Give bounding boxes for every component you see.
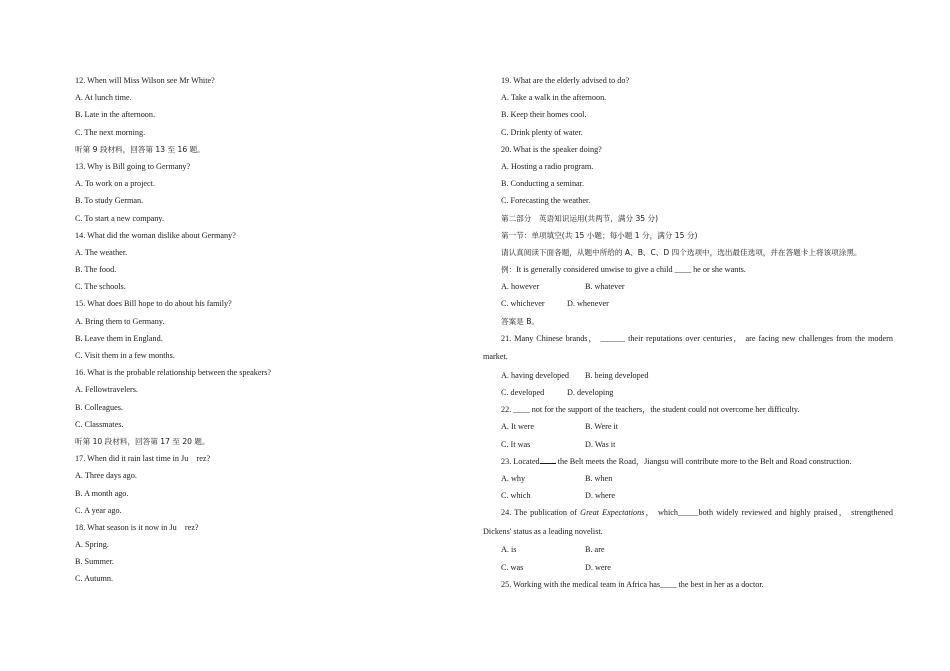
question-24-end: ， which_____both widely reviewed and highly praised， strengthened Dickens' status as a leading novelist. — [483, 508, 894, 536]
option-18b: B. Summer. — [75, 557, 114, 567]
question-23 — [483, 453, 893, 470]
book-title: Great Expectations — [580, 508, 645, 518]
option-17a: A. Three days ago. — [75, 471, 137, 481]
option-20b: B. Conducting a seminar. — [501, 179, 585, 189]
question-18: 18. What season is it now in Ju rez? — [75, 522, 199, 532]
option-19b: B. Keep their homes cool. — [501, 110, 587, 120]
options-22-row-1 — [483, 418, 893, 435]
example-question: It is generally considered unwise to give a child ____ he or she wants. — [516, 265, 746, 275]
instruction-text: 请认真阅读下面各题，从题中所给的 A、B、C、D 四个选项中，选出最佳选项，并在答题卡上将该项涂黑。 — [501, 247, 862, 257]
option-24b: B. are — [585, 545, 605, 555]
section-1-heading: 第一节：单项填空(共 15 小题；每小题 1 分，满分 15 分) — [501, 230, 698, 240]
question-16: 16. What is the probable relationship between the speakers? — [75, 368, 272, 378]
option-12a: A. At lunch time. — [75, 93, 132, 103]
question-20: 20. What is the speaker doing? — [501, 144, 602, 154]
option-22c: C. It was — [501, 439, 531, 449]
options-24-row-1 — [483, 541, 893, 558]
option-14a: A. The weather. — [75, 247, 128, 257]
option-22d: D. Was it — [585, 439, 616, 449]
question-13: 13. Why is Bill going to Germany? — [75, 161, 191, 171]
options-22-row-2 — [483, 436, 893, 453]
options-23-row-2 — [483, 487, 893, 504]
option-13b: B. To study German. — [75, 196, 144, 206]
question-22: 22. ____ not for the support of the teachers，the student could not overcome her difficulty. — [501, 405, 800, 415]
question-14: 14. What did the woman dislike about Germany? — [75, 230, 236, 240]
part-2-heading: 第二部分 英语知识运用(共两节，满分 35 分) — [501, 213, 659, 223]
option-23a: A. why — [501, 473, 526, 483]
example-option-b: B. whatever — [585, 282, 625, 292]
section-10-instruction: 听第 10 段材料，回答第 17 至 20 题。 — [75, 436, 210, 446]
option-23b: B. when — [585, 473, 613, 483]
question-21: 21. Many Chinese brands， ______ their reputations over centuries， are facing new challenges from the modern market. — [483, 333, 893, 362]
options-24-row-2 — [483, 559, 893, 576]
option-19a: A. Take a walk in the afternoon. — [501, 93, 607, 103]
option-13a: A. To work on a project. — [75, 179, 155, 189]
option-22a: A. It were — [501, 422, 534, 432]
option-13c: C. To start a new company. — [75, 213, 165, 223]
option-15a: A. Bring them to Germany. — [75, 316, 165, 326]
option-16a: A. Fellowtravelers. — [75, 385, 138, 395]
option-19c: C. Drink plenty of water. — [501, 127, 583, 137]
answer-blank — [540, 457, 556, 464]
option-15c: C. Visit them in a few months. — [75, 351, 175, 360]
right-column — [483, 72, 893, 593]
option-16b: B. Colleagues. — [75, 402, 123, 412]
option-24d: D. were — [585, 562, 611, 572]
options-21-row-2 — [483, 384, 893, 401]
option-16c: C. Classmates. — [75, 419, 124, 429]
question-24 — [483, 504, 893, 541]
option-23c: C. which — [501, 491, 531, 501]
option-23d: D. where — [585, 491, 616, 501]
option-20a: A. Hosting a radio program. — [501, 161, 594, 171]
question-15: 15. What does Bill hope to do about his family? — [75, 299, 232, 309]
example-options-row-2 — [483, 295, 893, 312]
option-14b: B. The food. — [75, 265, 117, 275]
section-9-instruction: 听第 9 段材料，回答第 13 至 16 题。 — [75, 144, 205, 154]
question-24-start: 24. The publication of — [501, 508, 581, 518]
left-column — [75, 72, 455, 588]
example-answer: 答案是 B。 — [501, 316, 539, 326]
question-23-start: 23. Located — [501, 456, 540, 466]
example-line — [483, 261, 893, 278]
option-24c: C. was — [501, 562, 524, 572]
option-22b: B. Were it — [585, 422, 619, 432]
option-21c: C. developed — [501, 388, 545, 397]
example-option-d: D. whenever — [567, 299, 609, 309]
option-21b: B. being developed — [585, 370, 649, 380]
example-option-c: C. whichever — [501, 299, 545, 309]
options-21-row-1 — [483, 367, 893, 384]
option-21a: A. having developed — [501, 370, 569, 380]
options-23-row-1 — [483, 470, 893, 487]
question-19: 19. What are the elderly advised to do? — [501, 76, 630, 85]
option-21d: D. developing — [567, 388, 614, 397]
option-17c: C. A year ago. — [75, 505, 122, 515]
question-12: 12. When will Miss Wilson see Mr White? — [75, 76, 215, 85]
option-14c: C. The schools. — [75, 282, 126, 292]
option-24a: A. is — [501, 545, 517, 555]
question-17: 17. When did it rain last time in Ju rez? — [75, 454, 211, 464]
example-options-row-1 — [483, 278, 893, 295]
example-option-a: A. however — [501, 282, 540, 292]
option-12c: C. The next morning. — [75, 127, 146, 137]
option-17b: B. A month ago. — [75, 488, 129, 498]
option-18c: C. Autumn. — [75, 574, 113, 584]
question-25: 25. Working with the medical team in Africa has____ the best in her as a doctor. — [501, 579, 764, 589]
option-15b: B. Leave them in England. — [75, 333, 163, 343]
example-prefix: 例： — [501, 265, 517, 275]
option-12b: B. Late in the afternoon. — [75, 110, 156, 120]
option-18a: A. Spring. — [75, 540, 109, 550]
option-20c: C. Forecasting the weather. — [501, 196, 591, 206]
question-23-end: the Belt meets the Road，Jiangsu will contribute more to the Belt and Road construction. — [555, 456, 852, 466]
